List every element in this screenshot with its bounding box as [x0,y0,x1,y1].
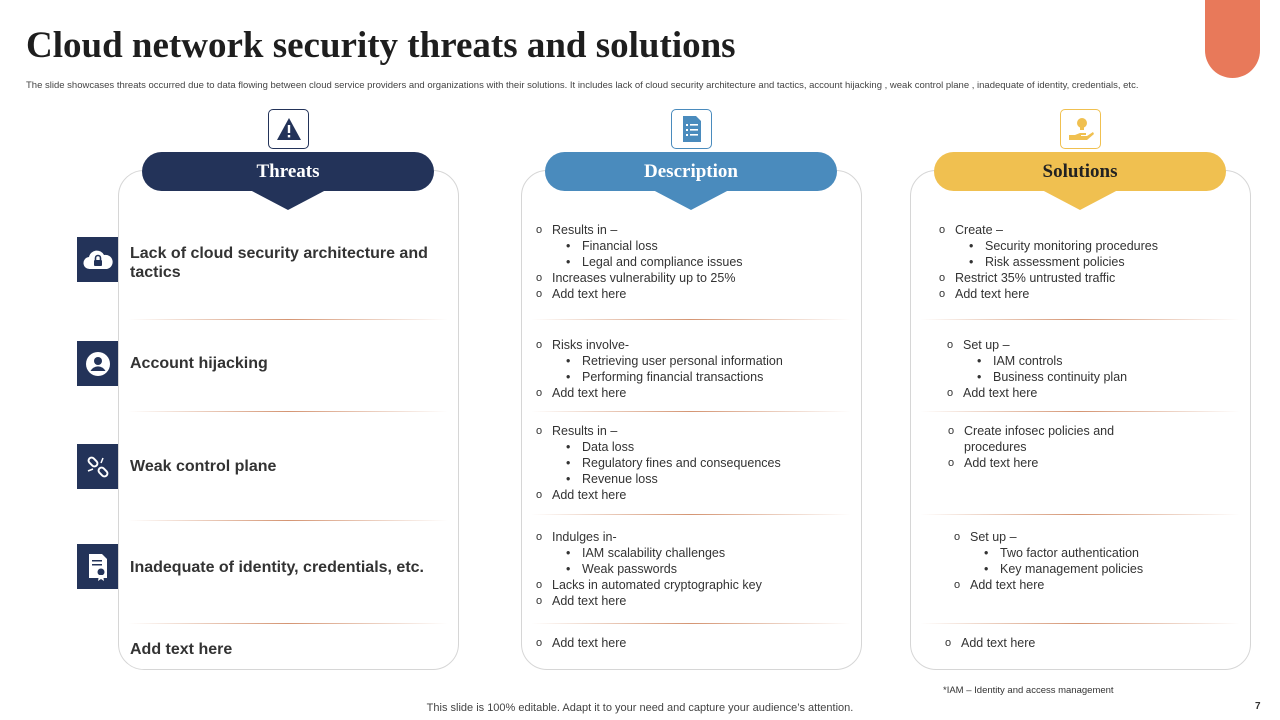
threats-divider [128,319,448,320]
description-header-icon-box [671,109,712,149]
cloud-lock-icon [83,249,113,271]
footer-text: This slide is 100% editable. Adapt it to your need and capture your audience’s attention. [426,702,854,714]
description-header-arrow [653,190,729,210]
list-item: o Add text here [536,487,856,503]
solutions-block-5 [945,635,1225,651]
list-item: o Add text here [536,593,856,609]
list-item: • Risk assessment policies [939,254,1239,270]
list-item: o Indulges in- [536,529,856,545]
warning-icon [276,117,302,141]
list-item: • IAM scalability challenges [536,545,856,561]
list-item: o Add text here [945,635,1225,651]
list-item: o Create infosec policies and procedures [948,423,1148,455]
solutions-header [934,152,1226,191]
threat-icon-box [77,444,118,489]
threats-header-label: Threats [256,160,320,182]
list-item: • Data loss [536,439,856,455]
threat-label: Add text here [130,641,233,658]
description-divider [531,623,851,624]
list-item: o Lacks in automated cryptographic key [536,577,856,593]
user-icon [85,351,111,377]
description-block-5 [536,635,856,651]
hand-bulb-icon [1067,116,1095,142]
list-item: o Add text here [939,286,1239,302]
description-block-3 [536,423,856,503]
solutions-header-arrow [1042,190,1118,210]
description-block-4 [536,529,856,609]
description-header [545,152,837,191]
description-block-1 [536,222,856,302]
threats-divider [128,411,448,412]
broken-link-icon [84,453,112,481]
solutions-block-2 [947,337,1237,401]
solutions-divider [920,623,1240,624]
threat-label: Inadequate of identity, credentials, etc. [130,559,424,576]
list-item: • Performing financial transactions [536,369,856,385]
list-item: • Legal and compliance issues [536,254,856,270]
list-item: • Key management policies [954,561,1234,577]
list-item: • IAM controls [947,353,1237,369]
threat-label: Weak control plane [130,458,277,475]
list-item: o Risks involve- [536,337,856,353]
list-item: • Financial loss [536,238,856,254]
list-item: • Two factor authentication [954,545,1234,561]
threats-header-icon-box [268,109,309,149]
description-divider [531,319,851,320]
list-item: o Create – [939,222,1239,238]
list-item: o Add text here [947,385,1237,401]
list-item: • Revenue loss [536,471,856,487]
solutions-divider [920,514,1240,515]
certificate-icon [86,552,110,582]
threat-icon-box [77,341,118,386]
description-divider [531,411,851,412]
list-item: • Weak passwords [536,561,856,577]
description-divider [531,514,851,515]
threat-icon-box [77,544,118,589]
list-item: • Retrieving user personal information [536,353,856,369]
footnote: *IAM – Identity and access management [943,685,1114,696]
threats-header [142,152,434,191]
solutions-divider [920,411,1240,412]
page-subtitle: The slide showcases threats occurred due to data flowing between cloud service providers and organizations with their solutions. It includes lack of cloud security architecture and tactics, account hijacking , weak control plane , inadequate of identity, credentials, etc. [26,80,1139,91]
solutions-header-icon-box [1060,109,1101,149]
description-header-label: Description [644,160,738,182]
page-number: 7 [1255,701,1261,712]
threat-label: Lack of cloud security architecture and tactics [130,245,428,281]
list-item: o Add text here [948,455,1148,471]
solutions-block-4 [954,529,1234,593]
solutions-block-1 [939,222,1239,302]
page-title: Cloud network security threats and solutions [26,25,736,66]
list-item: • Business continuity plan [947,369,1237,385]
list-item: o Add text here [954,577,1234,593]
threats-divider [128,623,448,624]
solutions-block-3 [948,423,1148,471]
list-item: o Results in – [536,423,856,439]
solutions-divider [920,319,1240,320]
threats-divider [128,520,448,521]
list-item: o Set up – [947,337,1237,353]
description-block-2 [536,337,856,401]
solutions-header-label: Solutions [1042,160,1118,182]
document-icon [681,115,703,143]
threats-header-arrow [250,190,326,210]
list-item: o Add text here [536,385,856,401]
list-item: o Restrict 35% untrusted traffic [939,270,1239,286]
list-item: o Set up – [954,529,1234,545]
list-item: o Results in – [536,222,856,238]
list-item: o Add text here [536,286,856,302]
list-item: • Regulatory fines and consequences [536,455,856,471]
list-item: o Add text here [536,635,856,651]
threat-label: Account hijacking [130,355,268,372]
list-item: o Increases vulnerability up to 25% [536,270,856,286]
corner-decoration [1205,0,1260,78]
list-item: • Security monitoring procedures [939,238,1239,254]
threat-icon-box [77,237,118,282]
